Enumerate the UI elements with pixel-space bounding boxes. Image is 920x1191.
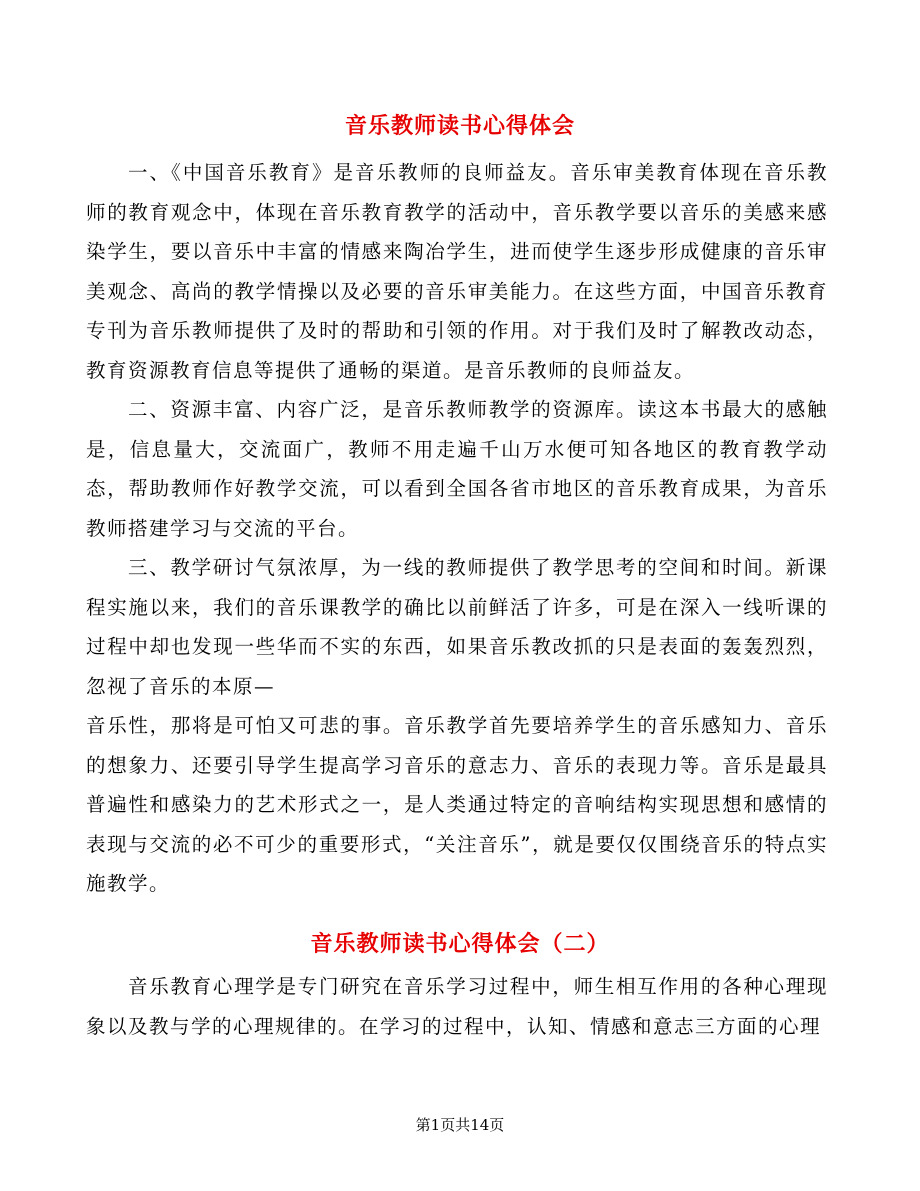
- page-footer: 第1页共14页: [415, 1116, 505, 1134]
- section-2-title: 音乐教师读书心得体会（二）: [310, 931, 610, 957]
- section-2-body: [86, 967, 828, 1046]
- paragraph-3: 三、教学研讨气氛浓厚，为一线的教师提供了教学思考的空间和时间。新课程实施以来，我们的音乐课教学的确比以前鲜活了许多，可是在深入一线听课的过程中却也发现一些华而不实的东西，如果音乐教改抓的只是表面的轰轰烈烈，忽视了音乐的本原—: [86, 556, 828, 698]
- paragraph-2: 二、资源丰富、内容广泛，是音乐教师教学的资源库。读这本书最大的感触是，信息量大，交流面广，教师不用走遍千山万水便可知各地区的教育教学动态，帮助教师作好教学交流，可以看到全国各省市地区的音乐教育成果，为音乐教师搭建学习与交流的平台。: [86, 398, 828, 540]
- document-title: 音乐教师读书心得体会: [344, 113, 575, 139]
- section-1-body: [86, 153, 828, 904]
- paragraph-4: 音乐性，那将是可怕又可悲的事。音乐教学首先要培养学生的音乐感知力、音乐的想象力、还要引导学生提高学习音乐的意志力、音乐的表现力等。音乐是最具普遍性和感染力的艺术形式之一，是人类通过特定的音响结构实现思想和感情的表现与交流的必不可少的重要形式，“关注音乐”，就是要仅仅围绕音乐的特点实施教学。: [86, 714, 828, 895]
- paragraph-1: 一、《中国音乐教育》是音乐教师的良师益友。音乐审美教育体现在音乐教师的教育观念中，体现在音乐教育教学的活动中，音乐教学要以音乐的美感来感染学生，要以音乐中丰富的情感来陶冶学生，进而使学生逐步形成健康的音乐审美观念、高尚的教学情操以及必要的音乐审美能力。在这些方面，中国音乐教育专刊为音乐教师提供了及时的帮助和引领的作用。对于我们及时了解教改动态，教育资源教育信息等提供了通畅的渠道。是音乐教师的良师益友。: [86, 161, 828, 382]
- paragraph-5: 音乐教育心理学是专门研究在音乐学习过程中，师生相互作用的各种心理现象以及教与学的心理规律的。在学习的过程中，认知、情感和意志三方面的心理: [86, 975, 828, 1038]
